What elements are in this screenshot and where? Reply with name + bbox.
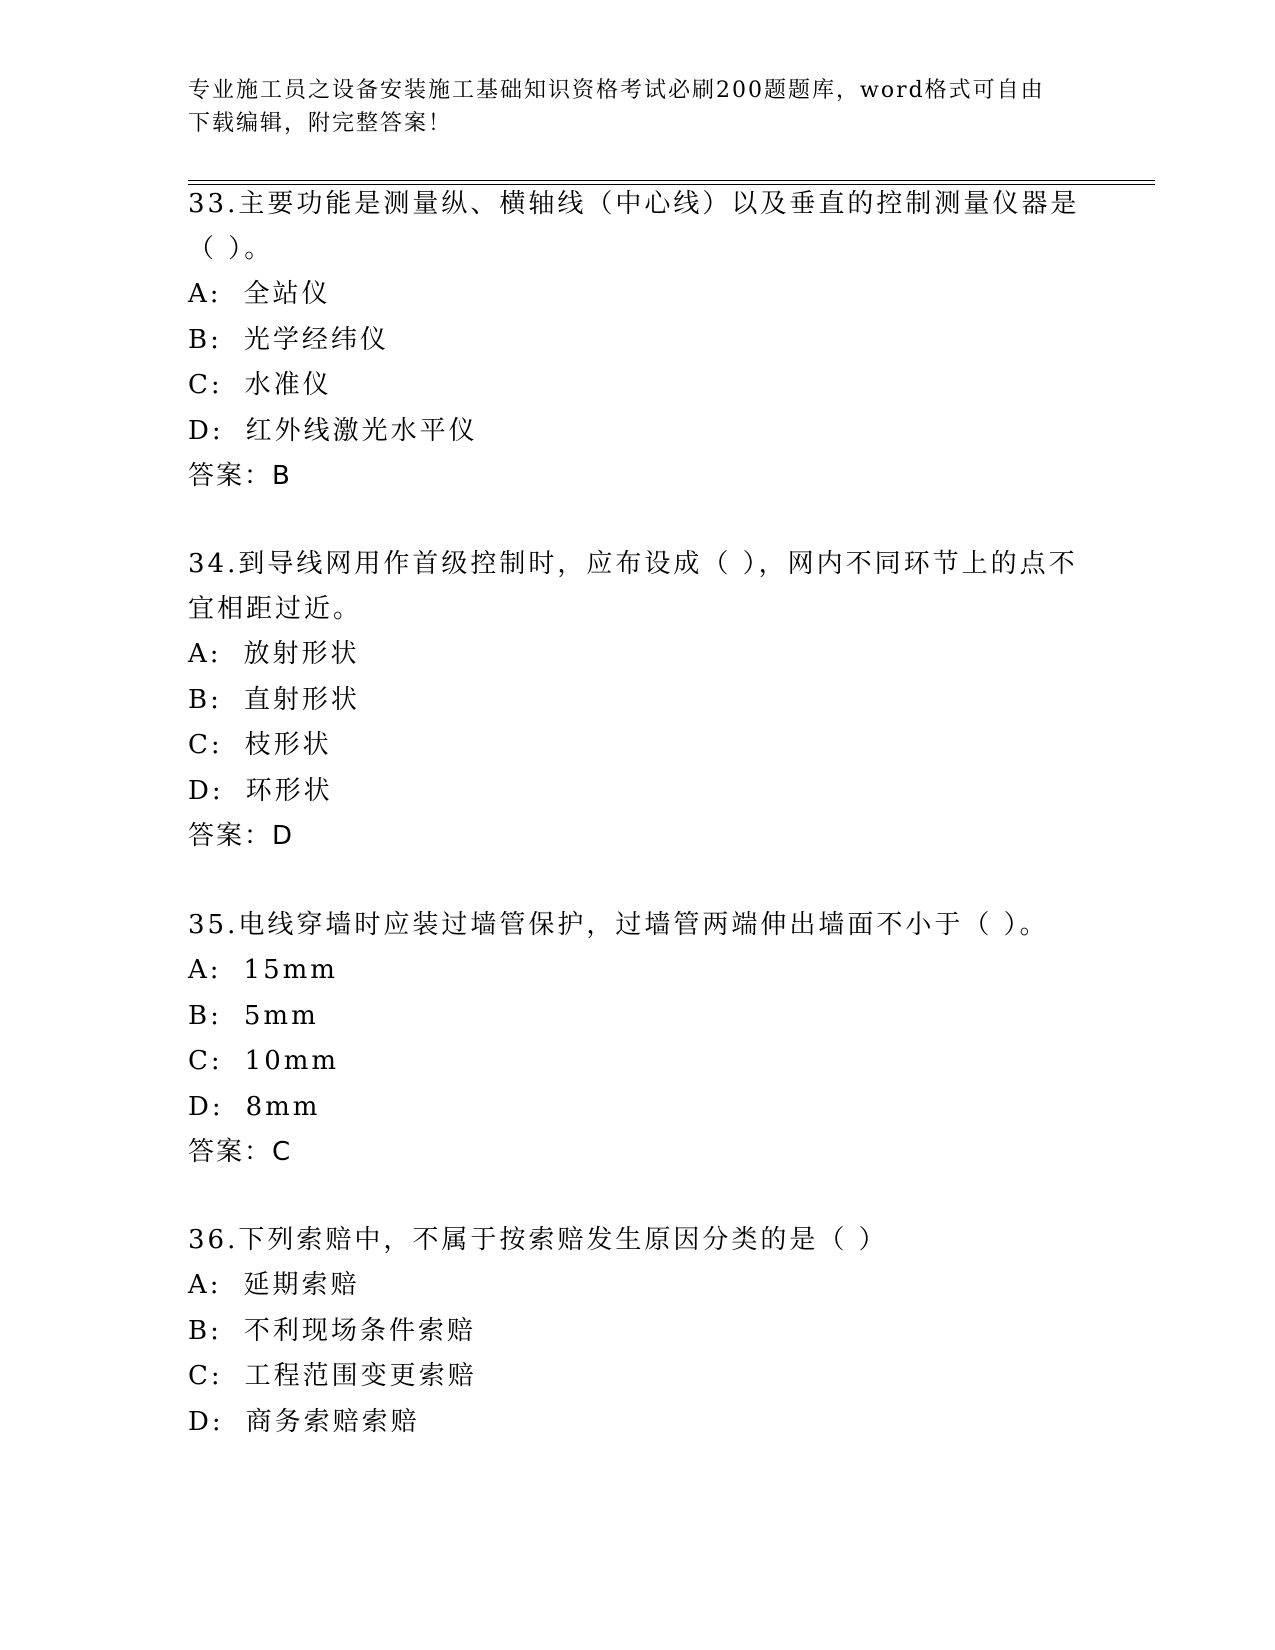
option-b xyxy=(188,318,1088,364)
option-text: 15mm xyxy=(243,955,338,985)
question-stem: 33.主要功能是测量纵、横轴线（中心线）以及垂直的控制测量仪器是（ ）。 xyxy=(188,189,1080,264)
option-c xyxy=(188,1039,1088,1085)
answer-line: 答案：C xyxy=(188,1137,293,1167)
option-a xyxy=(188,948,1088,994)
option-c xyxy=(188,363,1088,409)
question-stem: 36.下列索赔中，不属于按索赔发生原因分类的是（ ） xyxy=(188,1225,888,1255)
option-letter: C: xyxy=(188,1046,223,1076)
answer-line: 答案：D xyxy=(188,821,295,851)
option-letter: B: xyxy=(188,1315,222,1346)
option-d xyxy=(188,769,1088,815)
header-divider-top xyxy=(188,180,1155,181)
option-letter: B: xyxy=(188,1000,222,1031)
option-letter: A: xyxy=(188,639,222,669)
option-d xyxy=(188,1085,1088,1131)
option-text: 8mm xyxy=(245,1091,321,1122)
option-b xyxy=(188,678,1088,724)
option-text: 直射形状 xyxy=(243,684,360,715)
option-text: 放射形状 xyxy=(243,639,360,669)
option-a xyxy=(188,1263,1088,1309)
option-text: 环形状 xyxy=(245,775,333,806)
option-text: 枝形状 xyxy=(244,730,332,760)
option-letter: D: xyxy=(188,1406,224,1437)
option-text: 不利现场条件索赔 xyxy=(243,1315,476,1346)
option-letter: B: xyxy=(188,324,222,355)
option-a xyxy=(188,272,1088,318)
option-b xyxy=(188,994,1088,1040)
option-letter: C: xyxy=(188,370,223,400)
option-letter: A: xyxy=(188,955,222,985)
question-stem: 34.到导线网用作首级控制时，应布设成（ ），网内不同环节上的点不宜相距过近。 xyxy=(188,549,1078,624)
option-text: 全站仪 xyxy=(243,279,331,309)
option-d xyxy=(188,1400,1088,1446)
option-letter: D: xyxy=(188,415,224,446)
option-b xyxy=(188,1309,1088,1355)
option-d xyxy=(188,409,1088,455)
option-letter: A: xyxy=(188,1270,222,1300)
option-text: 延期索赔 xyxy=(243,1270,360,1300)
option-letter: D: xyxy=(188,775,224,806)
option-c xyxy=(188,1354,1088,1400)
question-stem: 35.电线穿墙时应装过墙管保护，过墙管两端伸出墙面不小于（ ）。 xyxy=(188,910,1049,940)
option-letter: B: xyxy=(188,684,222,715)
option-letter: A: xyxy=(188,279,222,309)
option-text: 商务索赔索赔 xyxy=(245,1406,420,1437)
option-text: 工程范围变更索赔 xyxy=(244,1361,477,1391)
question-34 xyxy=(188,542,1088,859)
question-35 xyxy=(188,903,1088,1175)
question-36 xyxy=(188,1218,1088,1445)
option-text: 光学经纬仪 xyxy=(243,324,389,355)
option-a xyxy=(188,632,1088,678)
option-text: 10mm xyxy=(244,1046,340,1076)
option-text: 红外线激光水平仪 xyxy=(245,415,478,446)
option-c xyxy=(188,723,1088,769)
document-header: 专业施工员之设备安装施工基础知识资格考试必刷200题题库，word格式可自由下载编辑，附完整答案！ xyxy=(188,78,1045,136)
question-33 xyxy=(188,182,1088,499)
option-letter: C: xyxy=(188,730,223,760)
answer-line: 答案：B xyxy=(188,461,292,491)
option-letter: C: xyxy=(188,1361,223,1391)
option-text: 水准仪 xyxy=(244,370,332,400)
option-letter: D: xyxy=(188,1091,224,1122)
option-text: 5mm xyxy=(243,1000,319,1031)
